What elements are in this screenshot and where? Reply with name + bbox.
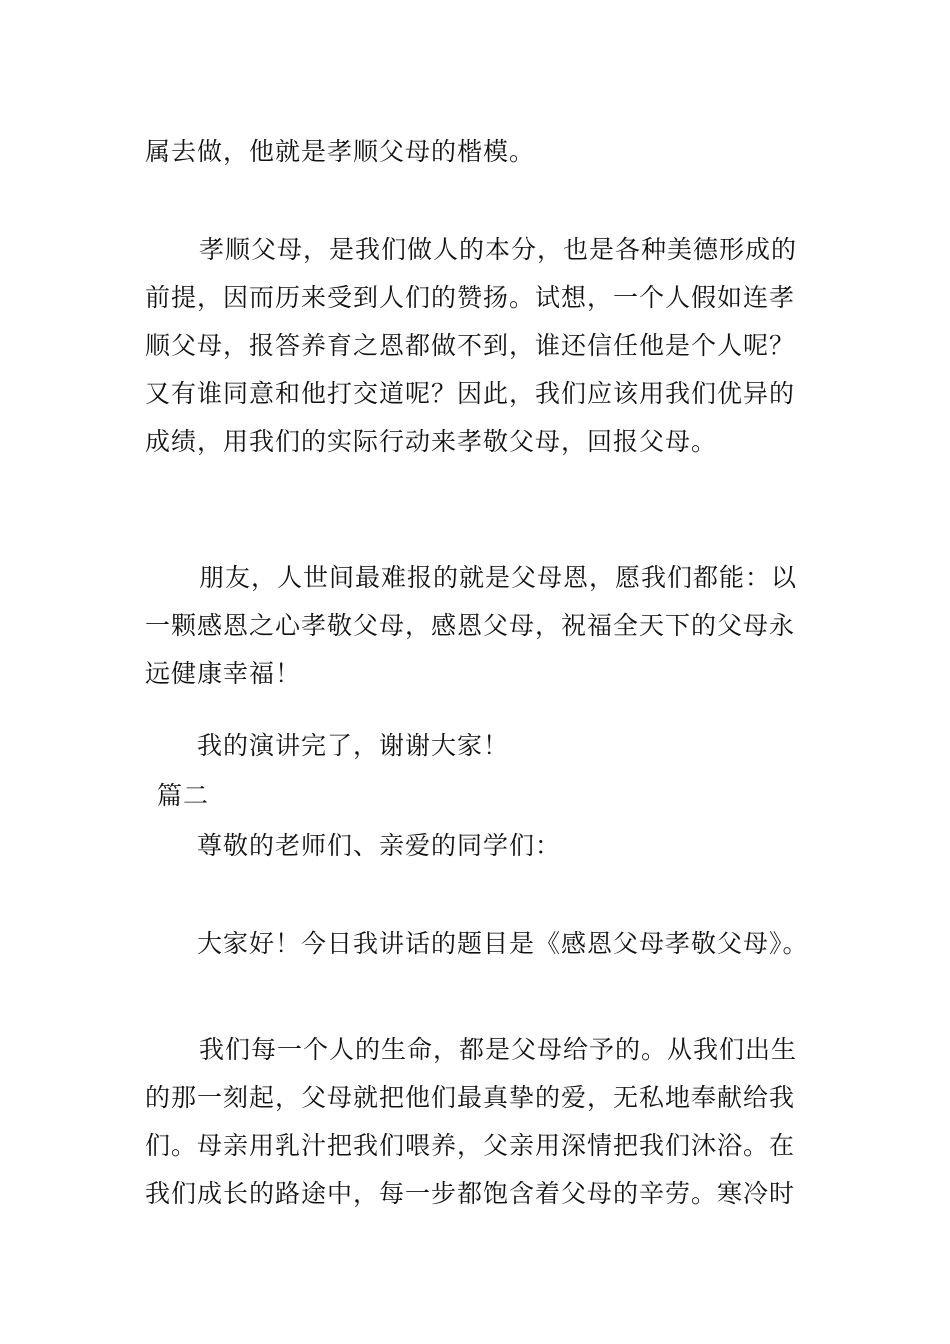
paragraph-filial-piety: 孝顺父母，是我们做人的本分，也是各种美德形成的前提，因而历来受到人们的赞扬。试想，一个人假如连孝顺父母，报答养育之恩都做不到，谁还信任他是个人呢？又有谁同意和他打交道呢？因此，我们应该用我们优异的成绩，用我们的实际行动来孝敬父母，回报父母。 bbox=[145, 235, 798, 456]
paragraph-gratitude: 朋友，人世间最难报的就是父母恩，愿我们都能：以一颗感恩之心孝敬父母，感恩父母，祝福全天下的父母永远健康幸福！ bbox=[145, 563, 798, 688]
paragraph-parents-love: 我们每一个人的生命，都是父母给予的。从我们出生的那一刻起，父母就把他们最真挚的爱，无私地奉献给我们。母亲用乳汁把我们喂养，父亲用深情把我们沐浴。在我们成长的路途中，每一步都饱含着父母的辛劳。寒冷时 bbox=[145, 1035, 798, 1208]
section-heading: 篇二 bbox=[157, 781, 210, 810]
paragraph-topic: 大家好！今日我讲话的题目是《感恩父母孝敬父母》。 bbox=[197, 929, 809, 958]
paragraph-continuation: 属去做，他就是孝顺父母的楷模。 bbox=[145, 137, 536, 166]
speech-greeting: 尊敬的老师们、亲爱的同学们： bbox=[197, 831, 562, 860]
paragraph-closing: 我的演讲完了，谢谢大家！ bbox=[197, 731, 510, 760]
